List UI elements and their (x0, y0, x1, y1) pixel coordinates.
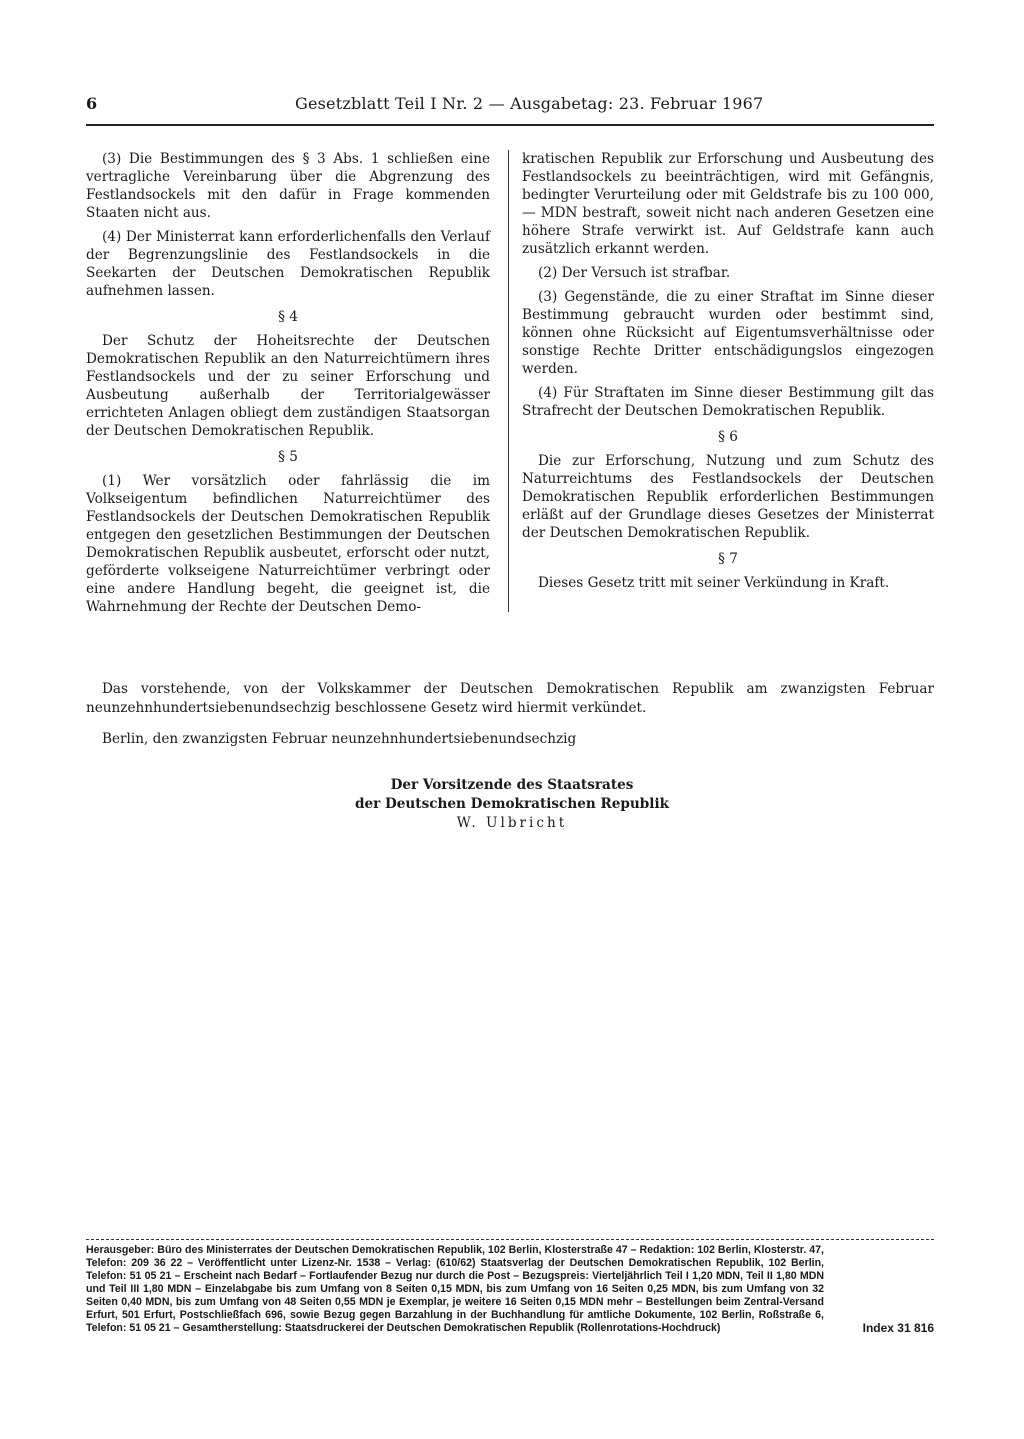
section5-heading: § 5 (278, 449, 298, 465)
signatory-title-line2: der Deutschen Demokratischen Republik (354, 796, 670, 812)
footer-rule (86, 1239, 934, 1240)
proclamation-text: Das vorstehende, von der Volkskammer der Deutschen Demokratischen Republik am zwanzigsten Februar neunzehnhundertsiebenundsechzig beschlossene Gesetz wird hiermit verkündet. (86, 681, 934, 716)
column-divider (508, 150, 509, 612)
section5-paragraph1: (1) Wer vorsätzlich oder fahrlässig die im Volkseigentum befindlichen Naturreichtümer des Festlandsockels der Deutschen Demokratischen Republik entgegen den gesetzlichen Bestimmungen der Deutschen Demokratischen Republik ausbeutet, erforscht oder nutzt, geförderte volkseigene Naturreichtümer verbringt oder eine andere Handlung begeht, die geeignet ist, die Wahrnehmung der Rechte der Deutschen Demo- (86, 473, 490, 615)
section6-text: Die zur Erforschung, Nutzung und zum Schutz des Naturreichtums des Festlandsockels der Deutschen Demokratischen Republik erforderlichen Bestimmungen erläßt auf der Grundlage dieses Gesetzes der Ministerrat der Deutschen Demokratischen Republik. (522, 453, 934, 541)
section5-paragraph4: (4) Für Straftaten im Sinne dieser Bestimmung gilt das Strafrecht der Deutschen Demokratischen Republik. (522, 385, 934, 419)
section3-paragraph4: (4) Der Ministerrat kann erforderlichenfalls den Verlauf der Begrenzungslinie des Festlandsockels in die Seekarten der Deutschen Demokratischen Republik aufnehmen lassen. (86, 229, 490, 299)
imprint-footer (86, 1244, 934, 1335)
imprint-text: Herausgeber: Büro des Ministerrates der Deutschen Demokratischen Republik, 102 Berlin, Klosterstraße 47 – Redaktion: 102 Berlin, Klosterstr. 47, Telefon: 209 36 22 – Veröffentlicht unter Lizenz-Nr. 1538 – Verlag: (610/62) Staatsverlag der Deutschen Demokratischen Republik, 102 Berlin, Telefon: 51 05 21 – Erscheint nach Bedarf – Fortlaufender Bezug nur durch die Post – Bezugspreis: Vierteljährlich Teil I 1,20 MDN, Teil II 1,80 MDN und Teil III 1,80 MDN – Einzelabgabe bis zum Umfang von 8 Seiten 0,15 MDN, bis zum Umfang von 16 Seiten 0,25 MDN, bis zum Umfang von 32 Seiten 0,40 MDN, bis zum Umfang von 48 Seiten 0,55 MDN je Exemplar, je weitere 16 Seiten 0,15 MDN mehr – Bestellungen beim Zentral-Versand Erfurt, 501 Erfurt, Postschließfach 696, sowie Bezug gegen Barzahlung in der Buchhandlung für amtliche Dokumente, 102 Berlin, Roßstraße 6, Telefon: 51 05 21 – Gesamtherstellung: Staatsdruckerei der Deutschen Demokratischen Republik (Rollenrotations-Hochdruck) (86, 1244, 824, 1334)
header-rule (86, 124, 934, 126)
place-and-date: Berlin, den zwanzigsten Februar neunzehnhundertsiebenundsechzig (102, 731, 577, 747)
proclamation (86, 680, 934, 761)
signatory-title-line1: Der Vorsitzende des Staatsrates (390, 777, 634, 793)
section4-heading: § 4 (278, 309, 298, 325)
left-column (86, 150, 490, 622)
page-number: 6 (86, 94, 98, 113)
signature-block (300, 776, 724, 833)
index-number: Index 31 816 (862, 1321, 934, 1335)
section7-text: Dieses Gesetz tritt mit seiner Verkündung in Kraft. (538, 575, 890, 591)
page-header-title: Gesetzblatt Teil I Nr. 2 — Ausgabetag: 23. Februar 1967 (295, 94, 764, 113)
section5-paragraph2: (2) Der Versuch ist strafbar. (538, 265, 731, 281)
section4-text: Der Schutz der Hoheitsrechte der Deutschen Demokratischen Republik an den Naturreichtümern ihres Festlandsockels und der zu seiner Erforschung und Ausbeutung außerhalb der Territorialgewässer errichteten Anlagen obliegt dem zuständigen Staatsorgan der Deutschen Demokratischen Republik. (86, 333, 490, 439)
right-column (522, 150, 934, 598)
signatory-name: W. Ulbricht (456, 815, 568, 831)
section5-paragraph3: (3) Gegenstände, die zu einer Straftat im Sinne dieser Bestimmung gebraucht wurden oder bestimmt sind, können ohne Rücksicht auf Eigentumsverhältnisse oder sonstige Rechte Dritter entschädigungslos eingezogen werden. (522, 289, 934, 377)
section3-paragraph3: (3) Die Bestimmungen des § 3 Abs. 1 schließen eine vertragliche Vereinbarung über die Abgrenzung des Festlandsockels mit den dafür in Frage kommenden Staaten nicht aus. (86, 151, 490, 221)
section6-heading: § 6 (718, 429, 738, 445)
section5-paragraph1-continued: kratischen Republik zur Erforschung und Ausbeutung des Festlandsockels zu beeinträchtigen, wird mit Gefängnis, bedingter Verurteilung oder mit Geldstrafe bis zu 100 000,— MDN bestraft, soweit nicht nach anderen Gesetzen eine höhere Strafe verwirkt ist. Auf Geldstrafe kann auch zusätzlich erkannt werden. (522, 151, 934, 257)
section7-heading: § 7 (718, 551, 738, 567)
